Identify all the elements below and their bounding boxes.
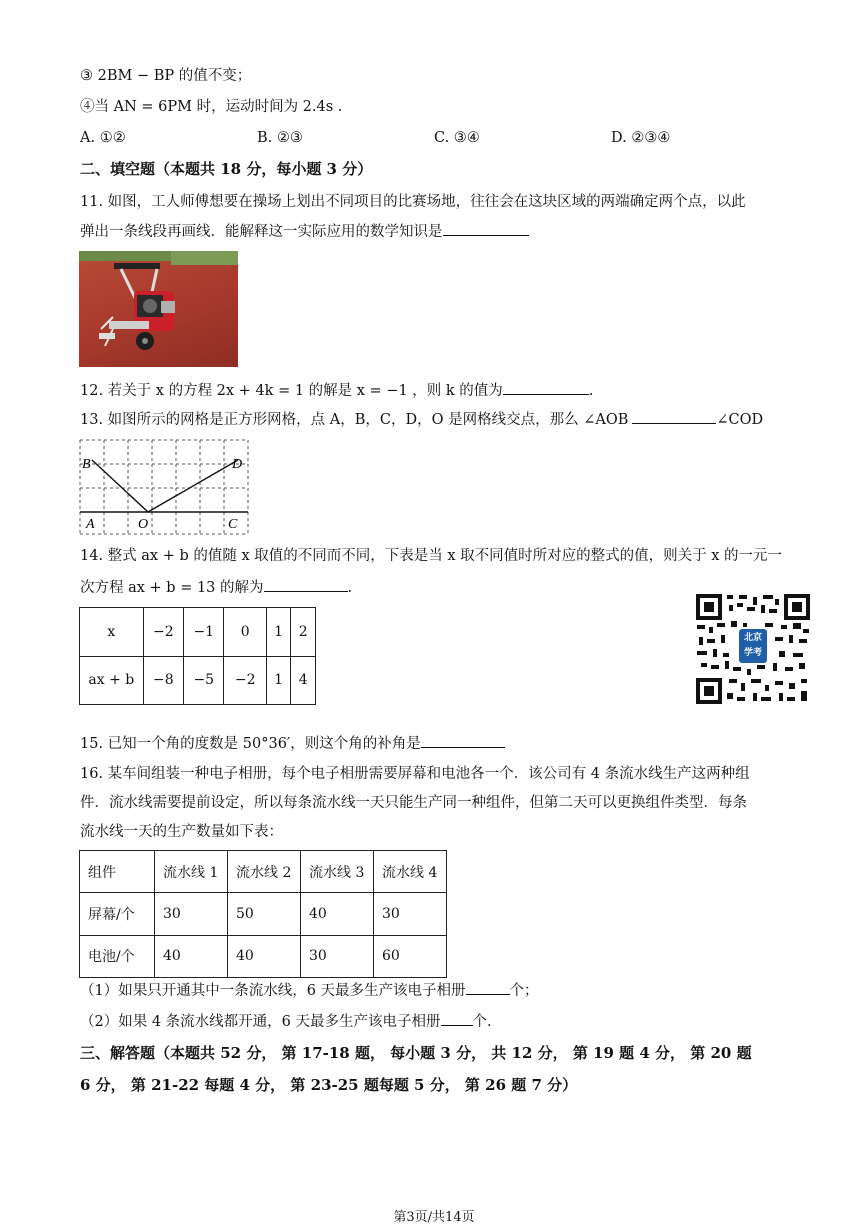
qr-badge	[739, 631, 767, 661]
table-cell: −5	[184, 656, 224, 705]
q16-line3: 流水线一天的生产数量如下表：	[80, 824, 283, 840]
q11-text: 弹出一条线段再画线．能解释这一实际应用的数学知识是	[80, 224, 443, 240]
q13-angle-cod: ∠COD	[716, 412, 764, 428]
table-cell: 流水线 1	[155, 851, 228, 893]
table-cell: 40	[228, 935, 301, 977]
q11-line2	[80, 221, 529, 242]
q10-choice-b: B. ②③	[257, 130, 303, 146]
table-cell: 组件	[80, 851, 155, 893]
table-cell: x	[80, 608, 144, 657]
q10-choice-d: D. ②③④	[611, 130, 671, 146]
table-cell: 30	[374, 893, 447, 935]
table-cell: 60	[374, 935, 447, 977]
table-cell: 40	[155, 935, 228, 977]
q10-option-3: ③ 2BM − BP 的值不变；	[80, 68, 252, 84]
q15-line	[80, 733, 505, 754]
table-cell: 30	[301, 935, 374, 977]
table-cell: −1	[184, 608, 224, 657]
table-cell: 2	[291, 608, 316, 657]
page-number: 第3页/共14页	[393, 1210, 475, 1225]
table-cell: 30	[155, 893, 228, 935]
q16-sub2-unit: 个.	[472, 1014, 492, 1030]
q15-text: 15. 已知一个角的度数是 50°36′，则这个角的补角是	[80, 736, 421, 752]
q10-choice-c: C. ③④	[434, 130, 480, 146]
section3-line1: 三、解答题（本题共 52 分， 第 17-18 题， 每小题 3 分， 共 12 分， 第 19 题 4 分， 第 20 题	[80, 1044, 752, 1062]
q14-line1: 14. 整式 ax + b 的值随 x 取值的不同而不同，下表是当 x 取不同值时所对应的整式的值，则关于 x 的一元一	[80, 548, 783, 564]
q13-answer-blank[interactable]	[632, 409, 716, 424]
q16-sub2-blank[interactable]	[441, 1011, 473, 1026]
q14-answer-blank[interactable]	[264, 577, 348, 592]
ray-od	[148, 460, 238, 512]
q16-sub1-blank[interactable]	[466, 980, 510, 995]
label-d: D	[232, 457, 243, 472]
table-cell: 4	[291, 656, 316, 705]
table-cell: 1	[266, 608, 291, 657]
section2-title: 二、填空题（本题共 18 分，每小题 3 分）	[80, 160, 373, 178]
q12-answer-blank[interactable]	[503, 380, 589, 395]
table-cell: −8	[143, 656, 183, 705]
q11-line1: 11. 如图，工人师傅想要在操场上划出不同项目的比赛场地，往往会在这块区域的两端确定两个点，以此	[80, 194, 746, 210]
table-row	[80, 851, 447, 893]
q16-sub1-text: （1）如果只开通其中一条流水线，6 天最多生产该电子相册	[80, 983, 466, 999]
table-row	[80, 893, 447, 935]
label-a: A	[86, 517, 95, 532]
table-row	[80, 608, 316, 657]
ray-ob	[92, 460, 148, 512]
table-cell: 40	[301, 893, 374, 935]
q10-option-4: ④当 AN = 6PM 时，运动时间为 2.4s .	[80, 99, 343, 115]
q12-line	[80, 380, 593, 401]
table-cell: ax + b	[80, 656, 144, 705]
q13-grid-figure	[78, 438, 252, 536]
table-cell: −2	[224, 656, 266, 705]
q12-text: 12. 若关于 x 的方程 2x + 4k = 1 的解是 x = −1 ，则 k 的值为	[80, 383, 503, 399]
q14-value-table	[79, 607, 316, 705]
q11-answer-blank[interactable]	[443, 221, 529, 236]
table-cell: 0	[224, 608, 266, 657]
q14-line2	[80, 577, 352, 598]
q16-production-table	[79, 850, 447, 978]
table-cell: −2	[143, 608, 183, 657]
q10-choice-a: A. ①②	[80, 130, 126, 146]
table-cell: 50	[228, 893, 301, 935]
q16-sub2	[80, 1011, 492, 1032]
q16-line2: 件．流水线需要提前设定，所以每条流水线一天只能生产同一种组件，但第二天可以更换组件类型．每条	[80, 795, 747, 811]
field-marking-machine-photo	[79, 251, 238, 367]
q14-text: 次方程 ax + b = 13 的解为	[80, 580, 264, 596]
table-cell: 屏幕/个	[80, 893, 155, 935]
q16-sub2-text: （2）如果 4 条流水线都开通，6 天最多生产该电子相册	[80, 1014, 441, 1030]
table-cell: 流水线 2	[228, 851, 301, 893]
q15-answer-blank[interactable]	[421, 733, 505, 748]
qr-badge-line1: 北京	[743, 633, 762, 643]
q16-line1: 16. 某车间组装一种电子相册，每个电子相册需要屏幕和电池各一个．该公司有 4 条流水线生产这两种组	[80, 766, 750, 782]
qr-code	[695, 593, 811, 705]
label-o: O	[138, 517, 149, 532]
qr-badge-line2: 学考	[743, 648, 762, 658]
table-row	[80, 656, 316, 705]
q12-period: .	[588, 383, 594, 399]
section3-line2: 6 分， 第 21-22 每题 4 分， 第 23-25 题每题 5 分， 第 26 题 7 分）	[80, 1076, 578, 1094]
label-c: C	[228, 517, 238, 532]
q16-sub1-unit: 个；	[509, 983, 539, 999]
table-cell: 流水线 3	[301, 851, 374, 893]
table-row	[80, 935, 447, 977]
table-cell: 1	[266, 656, 291, 705]
q13-text: 13. 如图所示的网格是正方形网格，点 A，B，C，D，O 是网格线交点，那么 ∠AOB	[80, 412, 629, 428]
q14-period: .	[347, 580, 353, 596]
label-b: B	[82, 457, 91, 472]
table-cell: 电池/个	[80, 935, 155, 977]
q13-line	[80, 409, 763, 430]
table-cell: 流水线 4	[374, 851, 447, 893]
q16-sub1	[80, 980, 539, 1001]
